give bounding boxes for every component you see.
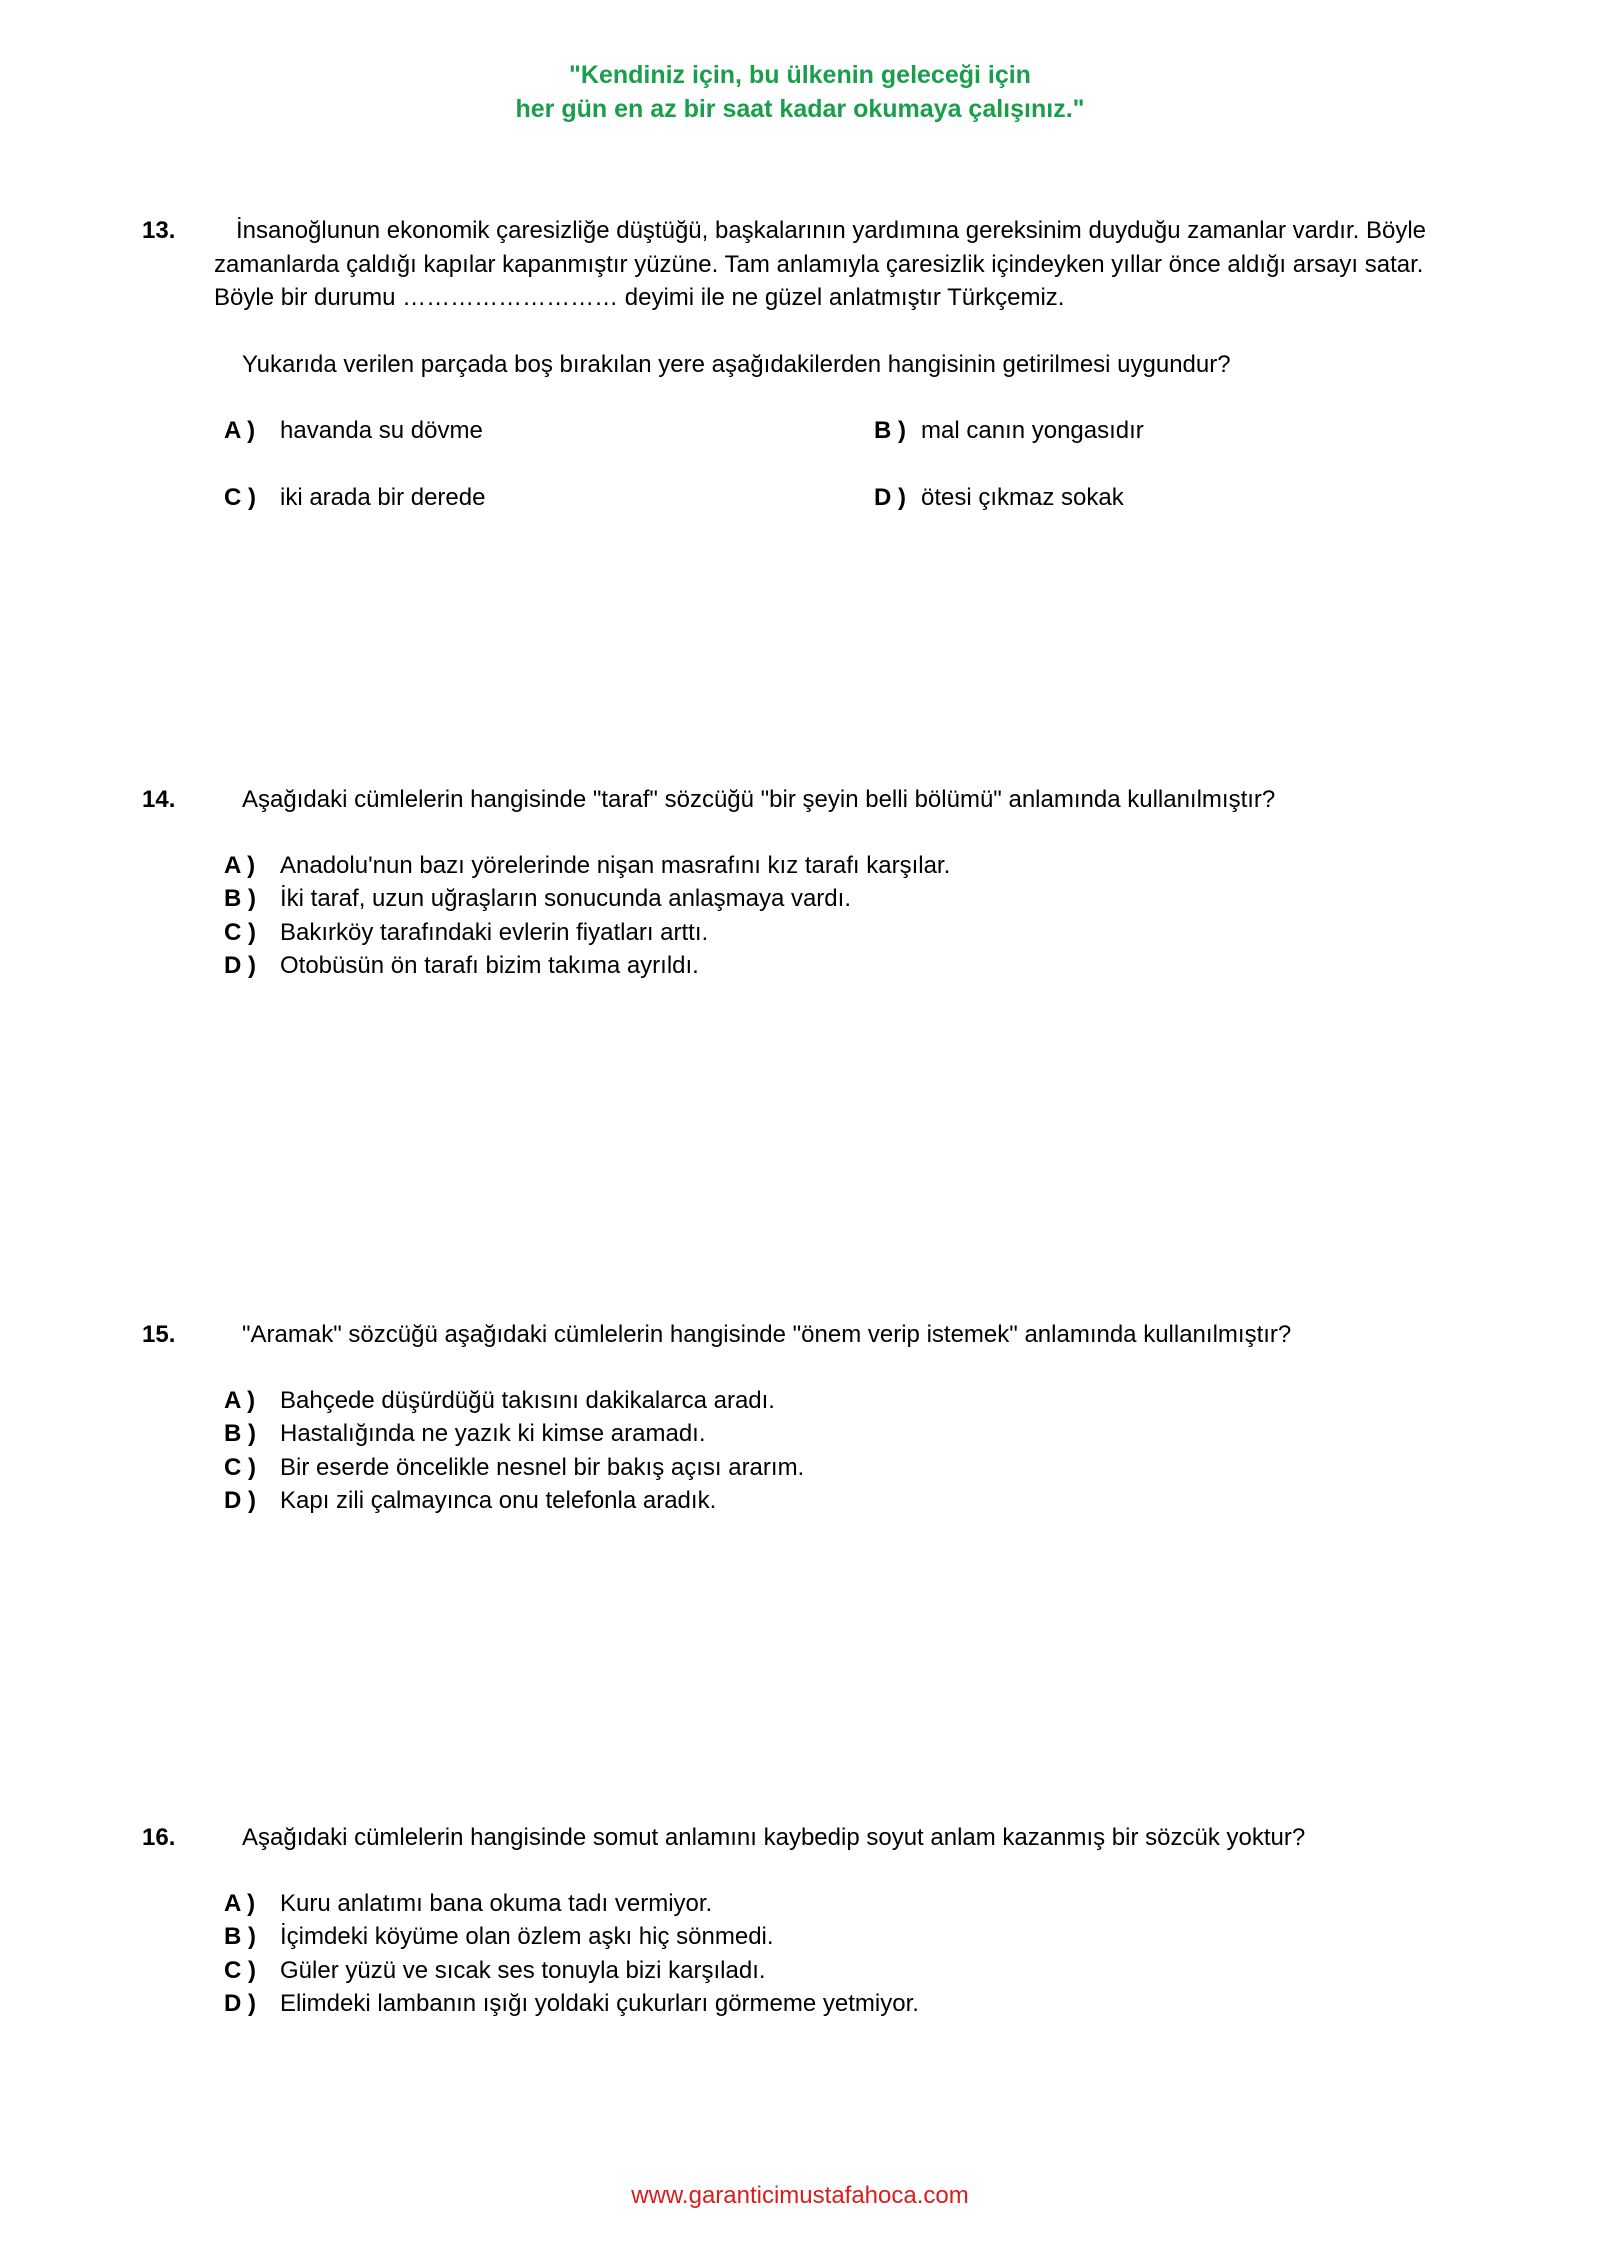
option-letter: C )	[224, 484, 256, 511]
option-a[interactable]	[224, 414, 874, 448]
question-stem	[142, 783, 1462, 817]
question-stem	[142, 1318, 1462, 1352]
option-c[interactable]	[224, 1451, 1462, 1485]
question-stem	[142, 214, 1462, 315]
option-c[interactable]	[224, 1954, 1462, 1988]
answer-options	[224, 414, 1462, 515]
question-stem	[142, 1821, 1462, 1855]
option-b[interactable]	[224, 882, 1462, 916]
header-quote-line-2: her gün en az bir saat kadar okumaya çalışınız."	[515, 95, 1085, 123]
answer-options	[224, 849, 1462, 983]
question-text: İnsanoğlunun ekonomik çaresizliğe düştüğü, başkalarının yardımına gereksinim duyduğu zamanlar vardır. Böyle zamanlarda çaldığı kapılar kapanmıştır yüzüne. Tam anlamıyla çaresizlik içindeyken yıllar önce aldığı arsayı satar. Böyle bir durumu ……………………… deyimi ile ne güzel anlatmıştır Türkçemiz.	[214, 217, 1426, 311]
footer-website-link[interactable]: www.garanticimustafahoca.com	[631, 2182, 969, 2209]
option-d[interactable]	[224, 949, 1462, 983]
option-text: iki arada bir derede	[280, 484, 486, 511]
option-letter: B )	[224, 1420, 256, 1447]
option-c[interactable]	[224, 481, 874, 515]
option-letter: D )	[224, 1990, 256, 2017]
question-text: Aşağıdaki cümlelerin hangisinde "taraf" sözcüğü "bir şeyin belli bölümü" anlamında kullanılmıştır?	[242, 786, 1276, 813]
option-text: Bakırköy tarafındaki evlerin fiyatları arttı.	[280, 918, 709, 946]
option-text: Otobüsün ön tarafı bizim takıma ayrıldı.	[280, 952, 699, 979]
answer-options	[224, 1384, 1462, 1518]
option-letter: C )	[224, 1453, 256, 1481]
option-b[interactable]	[874, 414, 1474, 448]
option-text: Elimdeki lambanın ışığı yoldaki çukurları görmeme yetmiyor.	[280, 1990, 919, 2017]
option-text: İçimdeki köyüme olan özlem aşkı hiç sönmedi.	[280, 1923, 774, 1950]
option-letter: A )	[224, 1386, 256, 1414]
option-text: Bir eserde öncelikle nesnel bir bakış açısı ararım.	[280, 1453, 805, 1481]
option-text: Anadolu'nun bazı yörelerinde nişan masrafını kız tarafı karşılar.	[280, 851, 951, 879]
option-a[interactable]	[224, 1887, 1462, 1921]
option-text: mal canın yongasıdır	[921, 417, 1144, 444]
option-letter: B )	[224, 885, 256, 912]
option-letter: D )	[224, 1487, 256, 1514]
option-a[interactable]	[224, 849, 1462, 883]
option-text: havanda su dövme	[280, 417, 483, 444]
question-15	[142, 1318, 1462, 1518]
option-letter: C )	[224, 918, 256, 946]
header-quote-line-1: "Kendiniz için, bu ülkenin geleceği için	[569, 61, 1031, 89]
question-text: "Aramak" sözcüğü aşağıdaki cümlelerin hangisinde "önem verip istemek" anlamında kullanılmıştır?	[242, 1321, 1292, 1348]
question-14	[142, 783, 1462, 983]
option-letter: A )	[224, 1889, 256, 1917]
page-header-quote	[0, 58, 1600, 126]
option-text: Güler yüzü ve sıcak ses tonuyla bizi karşıladı.	[280, 1956, 766, 1984]
option-c[interactable]	[224, 916, 1462, 950]
option-letter: D )	[224, 952, 256, 979]
answer-options	[224, 1887, 1462, 2021]
question-13	[142, 214, 1462, 515]
question-number: 15.	[142, 1321, 176, 1348]
option-text: Kuru anlatımı bana okuma tadı vermiyor.	[280, 1889, 713, 1917]
option-text: Bahçede düşürdüğü takısını dakikalarca aradı.	[280, 1386, 775, 1414]
option-text: İki taraf, uzun uğraşların sonucunda anlaşmaya vardı.	[280, 885, 851, 912]
option-text: Hastalığında ne yazık ki kimse aramadı.	[280, 1420, 706, 1447]
question-16	[142, 1821, 1462, 2021]
option-letter: A )	[224, 851, 256, 879]
option-text: ötesi çıkmaz sokak	[921, 484, 1124, 511]
question-text: Aşağıdaki cümlelerin hangisinde somut anlamını kaybedip soyut anlam kazanmış bir sözcük yoktur?	[242, 1824, 1306, 1851]
option-letter: B )	[874, 417, 906, 444]
option-b[interactable]	[224, 1417, 1462, 1451]
question-prompt: Yukarıda verilen parçada boş bırakılan yere aşağıdakilerden hangisinin getirilmesi uygundur?	[242, 350, 1231, 378]
question-number: 14.	[142, 786, 176, 813]
option-letter: C )	[224, 1956, 256, 1984]
question-number: 16.	[142, 1824, 176, 1851]
option-letter: B )	[224, 1923, 256, 1950]
option-a[interactable]	[224, 1384, 1462, 1418]
option-d[interactable]	[224, 1484, 1462, 1518]
option-text: Kapı zili çalmayınca onu telefonla aradık.	[280, 1487, 717, 1514]
option-b[interactable]	[224, 1920, 1462, 1954]
option-letter: A )	[224, 417, 256, 444]
option-letter: D )	[874, 484, 906, 511]
option-d[interactable]	[874, 481, 1474, 515]
question-number: 13.	[142, 217, 176, 244]
option-d[interactable]	[224, 1987, 1462, 2021]
